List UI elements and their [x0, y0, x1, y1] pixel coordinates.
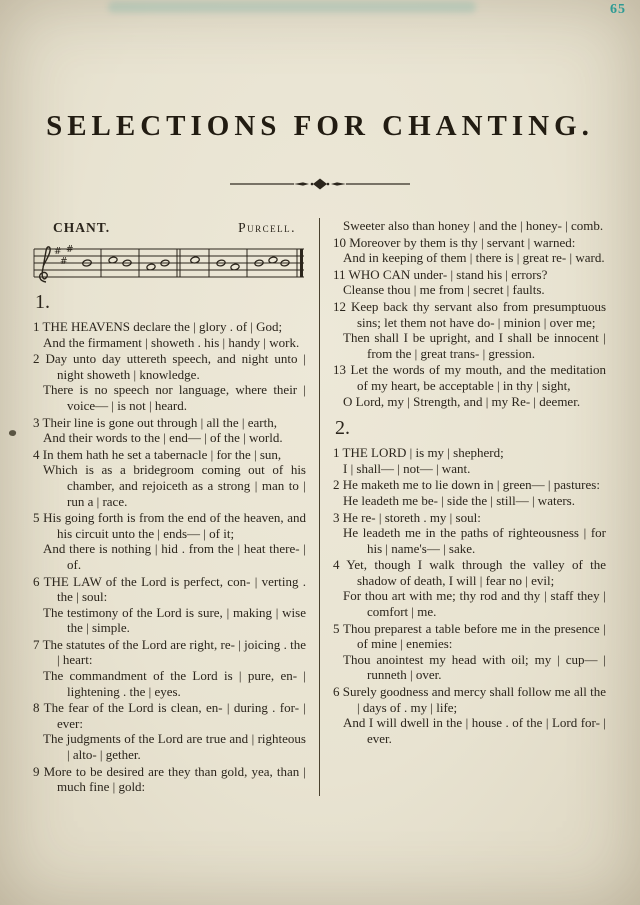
- chant-music-staff-icon: [33, 240, 305, 286]
- chant-2-verses: [333, 445, 606, 746]
- verse: [33, 415, 306, 446]
- chant-1-verses-continued: [333, 218, 606, 409]
- verse-number: 1: [333, 445, 340, 461]
- verse: [333, 557, 606, 619]
- verse-number: 6: [333, 684, 340, 700]
- verse-second-half: He leadeth me in the paths of righteousness | for his | name's— | sake.: [343, 525, 606, 556]
- verse-first-half: 1 THE HEAVENS declare the | glory . of | God;: [33, 319, 283, 334]
- verse-number: 5: [33, 510, 40, 526]
- verse: [33, 574, 306, 636]
- verse-number: 2: [333, 477, 340, 493]
- verse: [33, 700, 306, 762]
- verse: [333, 684, 606, 746]
- verse-second-half: Which is as a bridegroom coming out of his chamber, and rejoiceth as a strong | man to | run a | race.: [43, 462, 306, 509]
- verse: [33, 447, 306, 509]
- ink-blot-artifact: [8, 429, 17, 437]
- verse-number: 4: [333, 557, 340, 573]
- final-bar-line: [300, 249, 303, 277]
- verse-second-half: I | shall— | not— | want.: [343, 460, 471, 476]
- section-number-2: 2.: [335, 417, 350, 440]
- page-title: SELECTIONS FOR CHANTING.: [46, 110, 594, 142]
- title-divider-ornament: [230, 177, 410, 191]
- verse-first-half: 12 Keep back thy servant also from presumptuous sins; let them not have do- | minion | over me;: [333, 298, 606, 330]
- verse-number: 12: [333, 298, 346, 314]
- verse-first-half: 5 Thou preparest a table before me in the presence | of mine | enemies:: [333, 620, 606, 652]
- verse: [333, 299, 606, 361]
- verse-first-half: 6 THE LAW of the Lord is perfect, con- | verting . the | soul:: [33, 573, 306, 605]
- svg-text:#: #: [60, 257, 68, 267]
- verse-first-half: 8 The fear of the Lord is clean, en- | during . for- | ever:: [33, 700, 306, 731]
- verse-number: 7: [33, 636, 40, 652]
- verse-second-half: There is no speech nor language, where their | voice— | is not | heard.: [43, 382, 306, 413]
- verse: [33, 510, 306, 572]
- svg-text:#: #: [54, 247, 62, 257]
- verse-number: 3: [33, 414, 40, 430]
- chant-header: [33, 218, 306, 238]
- verse-first-half: 11 WHO CAN under- | stand his | errors?: [333, 266, 548, 282]
- verse-number: 4: [33, 446, 40, 462]
- verse-second-half: Cleanse thou | me from | secret | faults.: [343, 282, 545, 298]
- verse: [333, 362, 606, 409]
- verse: [333, 235, 606, 266]
- verse-first-half: 7 The statutes of the Lord are right, re- | joicing . the | heart:: [33, 636, 306, 668]
- page-number: 65: [610, 2, 626, 17]
- verse: [333, 445, 606, 476]
- chant-label: CHANT.: [53, 220, 111, 235]
- verse: [333, 218, 606, 234]
- two-column-text-area: [33, 218, 607, 796]
- verse-second-half: He leadeth me be- | side the | still— | waters.: [343, 492, 575, 508]
- verse-second-half: The judgments of the Lord are true and | righteous | alto- | gether.: [43, 731, 306, 763]
- verse-first-half: 3 Their line is gone out through | all the | earth,: [33, 414, 277, 430]
- verse: [33, 637, 306, 699]
- verse: [333, 621, 606, 683]
- verse-second-half: The commandment of the Lord is | pure, en- | lightening . the | eyes.: [43, 668, 306, 699]
- verse-number: 8: [33, 700, 40, 716]
- verse-first-half: 10 Moreover by them is thy | servant | warned:: [333, 234, 576, 250]
- verse: [33, 351, 306, 413]
- column-divider-rule: [319, 218, 320, 796]
- verse-second-half: O Lord, my | Strength, and | my Re- | deemer.: [343, 393, 581, 409]
- verse-number: 13: [333, 362, 346, 378]
- verse-second-half: For thou art with me; thy rod and thy | staff they | comfort | me.: [343, 588, 606, 620]
- verse-number: 2: [33, 351, 40, 367]
- verse-first-half: 13 Let the words of my mouth, and the meditation of my heart, be acceptable | in thy | sight,: [333, 362, 606, 393]
- verse-number: 6: [33, 573, 40, 589]
- verse-second-half: And in keeping of them | there is | great re- | ward.: [343, 250, 605, 266]
- verse-number: 10: [333, 234, 346, 250]
- verse-number: 3: [333, 509, 340, 525]
- composer-credit: Purcell.: [238, 220, 296, 235]
- verse-first-half: 4 In them hath he set a tabernacle | for the | sun,: [33, 446, 282, 462]
- verse-second-half: And there is nothing | hid . from the | heat there- | of.: [43, 541, 306, 572]
- verse-second-half: Sweeter also than honey | and the | honey- | comb.: [343, 218, 604, 233]
- verse-second-half: And the firmament | showeth . his | handy | work.: [43, 334, 300, 350]
- left-column: [33, 218, 306, 796]
- verse-first-half: 3 He re- | storeth . my | soul:: [333, 509, 481, 525]
- verse-first-half: 2 He maketh me to lie down in | green— | pastures:: [333, 477, 600, 493]
- section-number-1: 1.: [35, 291, 50, 313]
- verse-first-half: 6 Surely goodness and mercy shall follow me all the | days of . my | life;: [333, 684, 606, 715]
- verse-number: 9: [33, 763, 40, 779]
- verse-second-half: Thou anointest my head with oil; my | cup— | runneth | over.: [343, 651, 606, 683]
- verse-first-half: 4 Yet, though I walk through the valley of the shadow of death, I will | fear no | evil;: [333, 557, 606, 588]
- chant-1-verses: [33, 319, 306, 795]
- verse-first-half: 5 His going forth is from the end of the heaven, and his circuit unto the | ends— | of it;: [33, 510, 307, 541]
- verse-number: 1: [33, 319, 40, 334]
- verse: [333, 477, 606, 508]
- verse-second-half: And their words to the | end— | of the | world.: [43, 430, 283, 446]
- verse-first-half: 2 Day unto day uttereth speech, and night unto | night showeth | knowledge.: [33, 351, 306, 382]
- verse: [33, 319, 306, 350]
- verse-first-half: 1 THE LORD | is my | shepherd;: [333, 445, 504, 461]
- verse-second-half: The testimony of the Lord is sure, | making | wise the | simple.: [43, 604, 306, 636]
- verse-number: 5: [333, 620, 340, 636]
- verse: [33, 764, 306, 795]
- right-column: [333, 218, 606, 796]
- verse-second-half: Then shall I be upright, and I shall be innocent | from the | great trans- | gression.: [343, 330, 606, 361]
- verse-number: 11: [333, 266, 346, 282]
- verse-second-half: And I will dwell in the | house . of the | Lord for- | ever.: [343, 715, 606, 746]
- ink-bleed-through: [108, 1, 476, 13]
- verse: [333, 510, 606, 557]
- verse: [333, 267, 606, 298]
- verse-first-half: 9 More to be desired are they than gold, yea, than | much fine | gold:: [33, 763, 306, 795]
- svg-text:#: #: [66, 245, 74, 255]
